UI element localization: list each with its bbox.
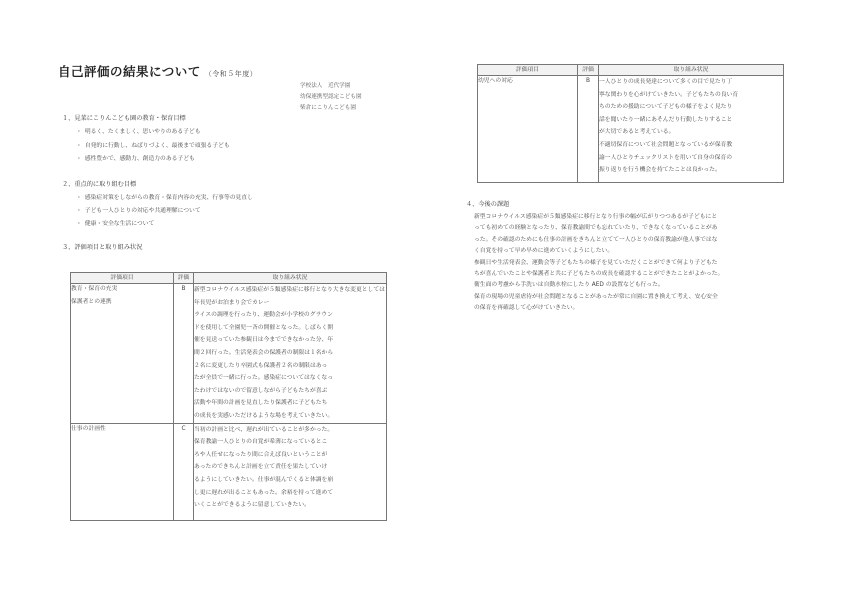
status-cell — [194, 284, 387, 424]
evaluation-table-right — [477, 64, 784, 183]
section1-item: ・ 感性豊かで、感動力、創造力のある子ども — [76, 153, 195, 162]
section4-line: った。その確認のためにも仕事の計画をきちんと立てて一人ひとりの保育教諭が他人事ではな — [474, 236, 718, 243]
table-header-row — [71, 273, 387, 284]
section4-line: く自覚を持って早め早めに進めていくようにしたい。 — [474, 248, 614, 255]
table-header-row — [478, 65, 784, 76]
org-name-1: 学校法人 近代学園 — [300, 83, 351, 89]
section1-heading: １、見菜にこりんこども園の教育・保育目標 — [62, 115, 186, 122]
status-line: たわけではないので留意しながら子どもたちが喜ぶ — [194, 387, 328, 394]
section4-line: の保育を再確認して心がけていきたい。 — [474, 305, 579, 312]
status-line: 活動や年間の計画を見直したり保護者に子どもたち — [194, 400, 328, 407]
status-line: いくことができるように留意していきたい。 — [194, 502, 310, 509]
header-eval: 評価 — [578, 65, 599, 76]
eval-cell: C — [174, 423, 194, 520]
section1-item: ・ 自発的に行動し、ねばりづよく、最後まで頑張る子ども — [76, 140, 230, 149]
document-title — [58, 62, 257, 80]
status-line: ライスの調理を行ったり、運動会が小学校のグラウン — [194, 312, 333, 319]
status-line: 新型コロナウイルス感染症が５類感染症に移行となり大きな変更としては年長児がお泊まり会でカレー — [194, 287, 385, 306]
item-line: 保護者との連携 — [71, 298, 112, 305]
status-line: あったのできちんと計画を立て責任を果たしていけ — [194, 464, 328, 471]
status-line: 間２回行った。生活発表会の保護者の制限は１名から — [194, 349, 334, 356]
header-status: 取り組み状況 — [194, 273, 387, 284]
section4-body — [474, 212, 804, 315]
section2-item: ・ 子ども一人ひとりの対応や共通理解について — [76, 205, 201, 214]
section4-line: ちが喜んでいたことや保護者と共に子どもたちの成長を確認することができたことがよかった。 — [474, 270, 724, 277]
status-line: が大切であると考えている。 — [599, 129, 675, 136]
status-line: ろや人任せになったり間に合えば良いということが — [194, 451, 328, 458]
item-line: 教育・保育の充実 — [71, 286, 118, 292]
item-cell — [71, 423, 174, 520]
header-status: 取り組み状況 — [599, 65, 784, 76]
org-name-3: 柴倉にこりんこども園 — [300, 105, 356, 111]
status-line: 不適切保育について社会問題となっているが保育教 — [599, 141, 733, 148]
status-line: ドを使用して全園児一斉の開催となった。しばらく開 — [194, 324, 334, 331]
section4-line: 衛生面の考慮から手洗いは自動水栓にしたり AED の設置なども行った。 — [474, 282, 664, 289]
table-row — [71, 284, 387, 424]
status-line: し更に遅れが出ることもあった。余裕を持って進めて — [194, 489, 334, 496]
title-main: 自己評価の結果について — [58, 64, 201, 79]
status-line: 振り返りを行う機会を持てたことは良かった。 — [599, 167, 721, 174]
status-line: 一人ひとりの成長発達について多くの目で見たり丁 — [599, 79, 733, 85]
table-row — [71, 423, 387, 520]
status-line: ちのための援助について子どもの様子をよく見たり — [599, 104, 733, 111]
section1-item: ・ 明るく、たくましく、思いやりのある子ども — [76, 126, 201, 135]
header-item: 評価項目 — [71, 273, 174, 284]
org-name-2: 幼保連携型認定こども園 — [300, 94, 362, 100]
status-line: の成長を実感いただけるような場を考えていきたい。 — [194, 412, 334, 419]
item-cell — [478, 76, 578, 183]
status-line: 保育教諭一人ひとりの自覚が希薄になっているとこ — [194, 439, 328, 446]
section2-heading: ２、重点的に取り組む目標 — [62, 181, 137, 188]
section2-item: ・ 感染症対策をしながらの教育・保育内容の充実、行事等の見直し — [76, 192, 253, 201]
title-year: （令和５年度） — [204, 70, 258, 78]
item-cell — [71, 284, 174, 424]
evaluation-table-left — [70, 272, 387, 521]
status-line: 話を聞いたり一緒にあそんだり行動したりすること — [599, 116, 733, 123]
status-line: 寧な関わりを心がけていきたい。子どもたちの良い育 — [599, 91, 739, 98]
status-line: 当初の計画と比べ、遅れが出ていることが多かった。 — [194, 426, 334, 433]
status-line: ２名に変更したり卒園式も保護者２名の制限はあっ — [194, 362, 328, 369]
section4-line: 保育の現場の児童虐待が社会問題となることがあったが常に自園に置き換えて考え、安心安全 — [474, 293, 718, 300]
header-eval: 評価 — [174, 273, 194, 284]
status-line: 催を見送っていた参観日は今までできなかった分、年 — [194, 337, 334, 344]
section4-line: 新型コロナウイルス感染症が５類感染症に移行となり行事の幅が広がりつつあるが子どもにと — [474, 214, 718, 220]
status-line: たが全員で一緒に行った。感染症についてはなくなっ — [194, 375, 334, 382]
status-line: るようにしていきたい。仕事が混んでくると体調を崩 — [194, 476, 334, 483]
header-item: 評価項目 — [478, 65, 578, 76]
table-row — [478, 76, 784, 183]
item-line: 仕事の計画性 — [71, 425, 106, 432]
item-line: 幼児への対応 — [478, 78, 513, 84]
section4-line: っても初めての経験となったり、保育教諭間でも忘れていたり、できなくなっていることがあ — [474, 225, 718, 232]
status-line: 諭一人ひとりチェックリストを用いて自身の保育の — [599, 154, 733, 161]
section3-heading: ３、評価項目と取り組み状況 — [62, 244, 143, 251]
section4-heading: ４、今後の課題 — [466, 201, 510, 208]
status-cell — [194, 423, 387, 520]
eval-cell: B — [174, 284, 194, 424]
section4-line: 参観日や生活発表会、運動会等子どもたちの様子を見ていただくことができて何より子どもた — [474, 259, 718, 266]
section2-item: ・ 健康・安全な生活について — [76, 218, 154, 227]
eval-cell: B — [578, 76, 599, 183]
status-cell — [599, 76, 784, 183]
